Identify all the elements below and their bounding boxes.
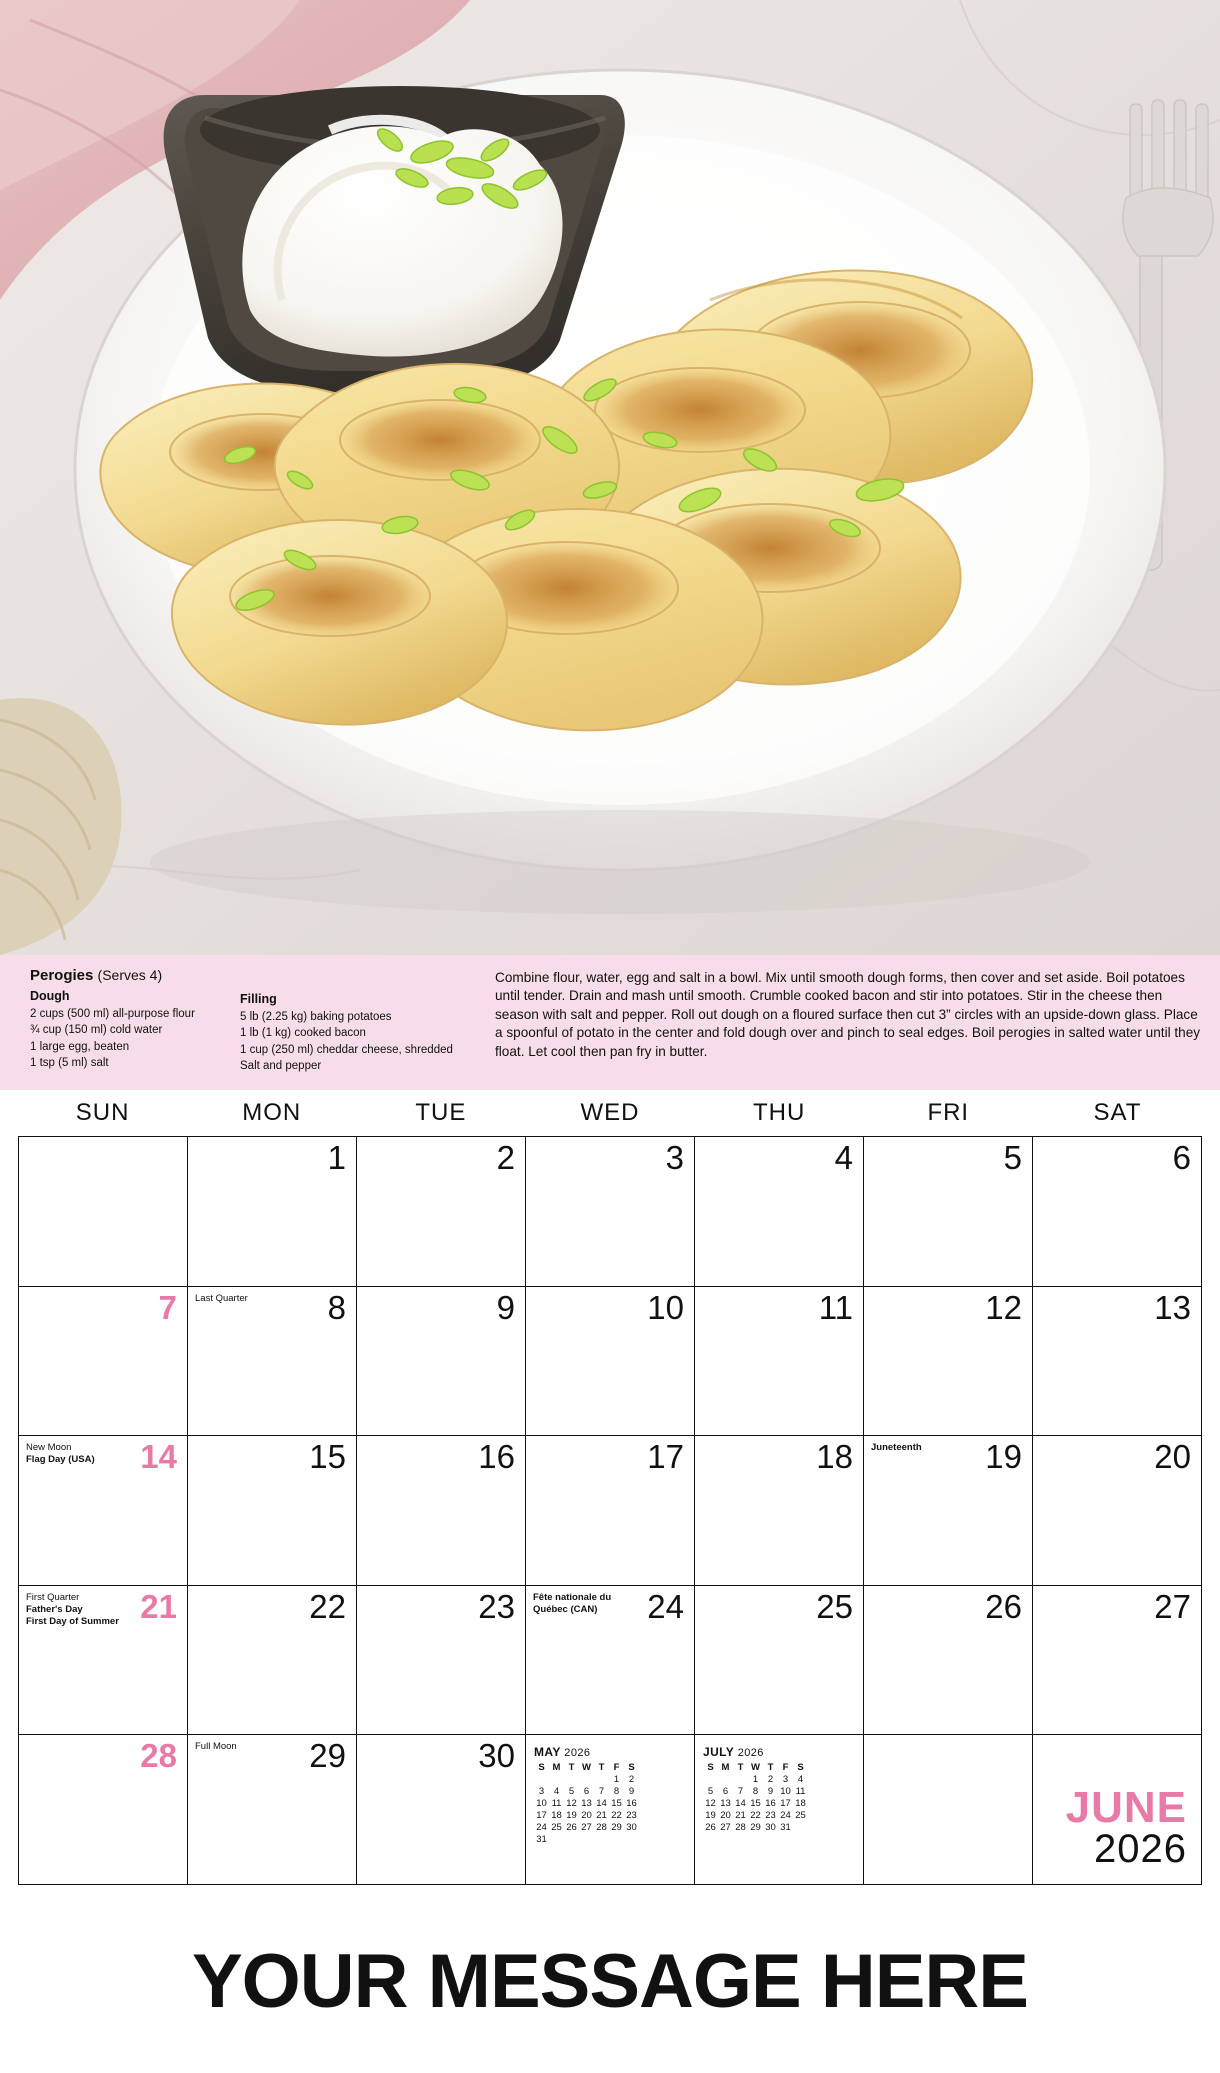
day-number: 14 [140,1438,177,1476]
day-event: New Moon [26,1442,72,1454]
day-number: 5 [1003,1139,1022,1176]
list-item: ¾ cup (150 ml) cold water [30,1024,163,1037]
day-events [195,1293,248,1305]
calendar-day-1 [188,1137,357,1287]
day-event: First Quarter [26,1591,80,1603]
dow-tue: TUE [415,1099,467,1126]
day-event: Father's Day [26,1603,83,1615]
recipe-filling-column [240,967,465,1080]
calendar-day-29 [188,1735,357,1885]
day-number: 13 [1154,1288,1191,1326]
calendar-day-25 [695,1586,864,1736]
day-number: 6 [1172,1139,1191,1176]
day-events [871,1442,922,1454]
calendar-day-4 [695,1137,864,1287]
calendar-day-9 [357,1287,526,1437]
day-events [26,1442,95,1466]
day-number: 11 [818,1288,853,1326]
recipe-title [30,967,240,984]
dow-mon: MON [242,1099,302,1126]
calendar-day-10 [526,1287,695,1437]
calendar-cell-empty [695,1735,864,1885]
day-events [195,1741,237,1753]
calendar-day-21 [19,1586,188,1736]
day-number: 25 [816,1587,853,1625]
day-number: 18 [816,1438,853,1476]
calendar-grid-section [0,1090,1220,1890]
day-number: 7 [158,1288,177,1326]
calendar-day-6 [1033,1137,1202,1287]
calendar-day-7 [19,1287,188,1437]
day-number: 16 [478,1438,515,1476]
month-year: 2026 [1094,1826,1187,1871]
day-number: 4 [834,1139,853,1176]
recipe-panel [0,955,1220,1090]
calendar-day-18 [695,1436,864,1586]
day-number: 26 [985,1587,1022,1625]
calendar-cell-empty [19,1137,188,1287]
day-event: Full Moon [195,1741,237,1753]
mini-month-may: MAY 2026 S M T W T F S 1 2 3 4 5 6 7 8 9 10 11 12 13 14 15 16 17 18 19 20 21 22 23 24 25 26 27 28 29 30 31 [534,1745,637,1845]
calendar-cell-empty [1033,1735,1202,1885]
recipe-method-column [465,967,1202,1080]
day-number: 2 [496,1139,515,1176]
list-item: Salt and pepper [240,1059,322,1072]
calendar-day-30 [357,1735,526,1885]
calendar-day-23 [357,1586,526,1736]
day-number: 19 [985,1438,1022,1476]
day-number: 22 [309,1587,346,1625]
day-event: First Day of Summer [26,1616,119,1628]
day-number: 12 [985,1288,1022,1326]
day-of-week-header [18,1090,1202,1136]
calendar-day-2 [357,1137,526,1287]
dow-thu: THU [752,1099,806,1126]
calendar-day-16 [357,1436,526,1586]
dough-ingredients [30,1006,240,1071]
calendar-day-17 [526,1436,695,1586]
list-item: 1 tsp (5 ml) salt [30,1056,109,1069]
recipe-title-text: Perogies [30,967,94,984]
list-item: 1 lb (1 kg) cooked bacon [240,1027,366,1040]
day-number: 27 [1154,1587,1191,1625]
month-name: JUNE [1065,1783,1187,1833]
day-number: 23 [478,1587,515,1625]
day-event: Flag Day (USA) [26,1454,95,1466]
list-item: 2 cups (500 ml) all-purpose flour [30,1008,195,1020]
calendar-day-3 [526,1137,695,1287]
day-number: 3 [665,1139,684,1176]
day-event: Juneteenth [871,1442,922,1454]
day-number: 24 [647,1587,684,1625]
calendar-day-24 [526,1586,695,1736]
dow-sun: SUN [75,1099,130,1126]
calendar-day-14 [19,1436,188,1586]
dow-sat: SAT [1093,1099,1142,1126]
day-number: 15 [309,1438,346,1476]
calendar-day-5 [864,1137,1033,1287]
calendar-day-27 [1033,1586,1202,1736]
calendar-day-15 [188,1436,357,1586]
calendar-grid [18,1136,1202,1885]
recipe-method-text: Combine flour, water, egg and salt in a bowl. Mix until smooth dough forms, then cover and set aside. Boil potatoes until tender. Drain and mash until smooth. Crumble cooked bacon and stir into potatoes. Stir in the cheese then season with salt and pepper. Roll out dough on a floured surface then cut 3” circles with an upside-down glass. Place a spoonful of potato in the center and fold dough over and pinch to seal edges. Boil perogies in salted water until they float. Let cool then pan fry in butter. [495,970,1201,1059]
month-label [1065,1783,1187,1871]
day-number: 9 [496,1288,515,1326]
filling-ingredients [240,1009,465,1074]
recipe-dough-column [30,967,240,1080]
day-number: 21 [140,1587,177,1625]
calendar-day-22 [188,1586,357,1736]
calendar-day-11 [695,1287,864,1437]
advertisement-bar [0,1889,1220,2073]
list-item: 5 lb (2.25 kg) baking potatoes [240,1011,392,1023]
calendar-day-26 [864,1586,1033,1736]
list-item: 1 large egg, beaten [30,1040,130,1053]
day-event: Fête nationale du Québec (CAN) [533,1591,612,1615]
mini-month-july: JULY 2026 S M T W T F S 1 2 3 4 5 6 7 8 9 10 11 12 13 14 15 16 17 18 19 20 21 22 23 24 25 26 27 28 29 30 31 [703,1745,806,1833]
day-events [26,1592,119,1628]
calendar-day-20 [1033,1436,1202,1586]
calendar-day-19 [864,1436,1033,1586]
calendar-cell-empty [526,1735,695,1885]
calendar-day-12 [864,1287,1033,1437]
day-number: 17 [647,1438,684,1476]
day-number: 30 [478,1737,515,1775]
filling-heading: Filling [240,992,277,1006]
recipe-photo [0,0,1220,955]
list-item: 1 cup (250 ml) cheddar cheese, shredded [240,1043,453,1056]
recipe-serves: (Serves 4) [97,967,163,983]
day-number: 8 [327,1288,346,1326]
ad-message-text: YOUR MESSAGE HERE [191,1939,1029,2024]
day-events [533,1592,643,1616]
day-number: 10 [647,1288,684,1326]
day-number: 29 [309,1737,346,1775]
day-number: 1 [327,1139,346,1176]
day-number: 28 [140,1737,177,1775]
calendar-day-28 [19,1735,188,1885]
calendar-day-8 [188,1287,357,1437]
dough-heading: Dough [30,989,70,1003]
dow-fri: FRI [927,1099,970,1126]
calendar-cell-empty [864,1735,1033,1885]
dow-wed: WED [580,1099,640,1126]
calendar-day-13 [1033,1287,1202,1437]
day-number: 20 [1154,1438,1191,1476]
day-event: Last Quarter [195,1292,248,1304]
